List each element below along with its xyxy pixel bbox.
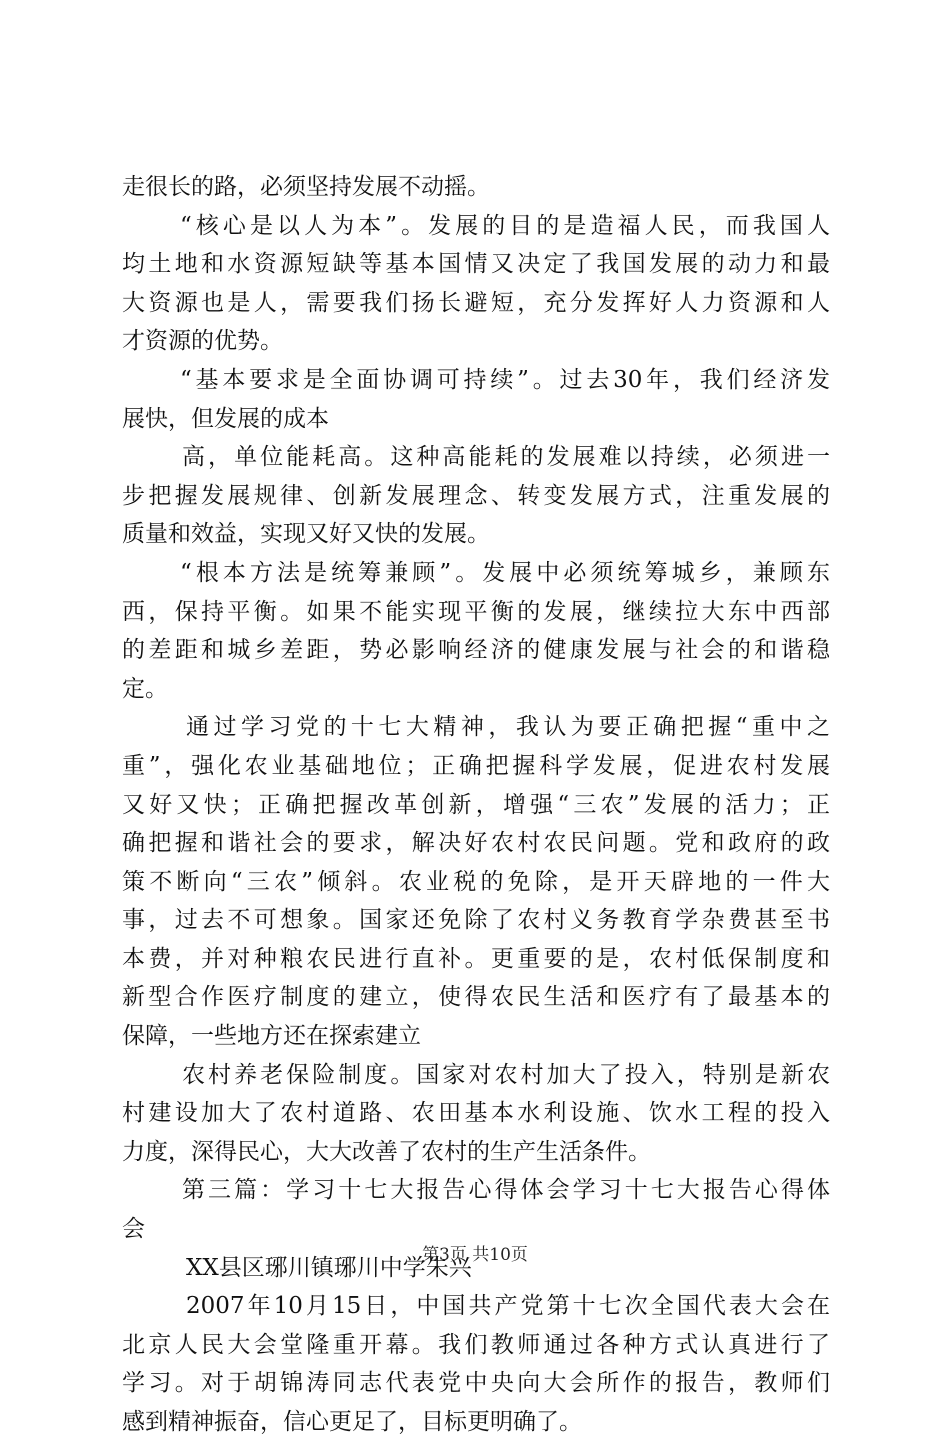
text-line: 通过学习党的十七大精神，我认为要正确把握“重中之 (186, 714, 830, 741)
text-line: 才资源的优势。 (122, 328, 283, 355)
text-line: 北京人民大会堂隆重开幕。我们教师通过各种方式认真进行了 (122, 1331, 830, 1358)
text-line: 大资源也是人，需要我们扬长避短，充分发挥好人力资源和人 (122, 289, 830, 316)
text-line: “基本要求是全面协调可持续”。过去30年，我们经济发 (180, 366, 830, 393)
text-line: 均土地和水资源短缺等基本国情又决定了我国发展的动力和最 (122, 251, 830, 278)
text-line: 西，保持平衡。如果不能实现平衡的发展，继续拉大东中西部 (122, 598, 830, 625)
text-line: 步把握发展规律、创新发展理念、转变发展方式，注重发展的 (122, 482, 830, 509)
text-line: 展快，但发展的成本 (122, 405, 329, 432)
text-line: 学习。对于胡锦涛同志代表党中央向大会所作的报告，教师们 (122, 1370, 830, 1397)
text-line: 的差距和城乡差距，势必影响经济的健康发展与社会的和谐稳 (122, 637, 830, 664)
text-line: 保障，一些地方还在探索建立 (122, 1023, 421, 1050)
text-line: 感到精神振奋，信心更足了，目标更明确了。 (122, 1409, 582, 1435)
text-line: “核心是以人为本”。发展的目的是造福人民，而我国人 (180, 212, 830, 239)
text-line: 高，单位能耗高。这种高能耗的发展难以持续，必须进一 (182, 444, 830, 471)
text-line: 质量和效益，实现又好又快的发展。 (122, 521, 490, 548)
section-heading: 会 (122, 1216, 145, 1243)
page-number-footer: 第3页 共10页 (422, 1245, 528, 1265)
author-line: XX县区琊川镇琊川中学朱兴 (186, 1254, 472, 1281)
text-line: 2007年10月15日，中国共产党第十七次全国代表大会在 (186, 1293, 830, 1320)
text-line: 定。 (122, 675, 168, 702)
text-line: 本费，并对种粮农民进行直补。更重要的是，农村低保制度和 (122, 945, 830, 972)
text-line: 事，过去不可想象。国家还免除了农村义务教育学杂费甚至书 (122, 907, 830, 934)
section-heading: 第三篇：学习十七大报告心得体会学习十七大报告心得体 (182, 1177, 830, 1204)
text-line: “根本方法是统筹兼顾”。发展中必须统筹城乡，兼顾东 (180, 559, 830, 586)
text-line: 农村养老保险制度。国家对农村加大了投入，特别是新农 (182, 1061, 830, 1088)
text-line: 重”，强化农业基础地位；正确把握科学发展，促进农村发展 (122, 752, 830, 779)
text-line: 策不断向“三农”倾斜。农业税的免除，是开天辟地的一件大 (122, 868, 830, 895)
text-line: 村建设加大了农村道路、农田基本水利设施、饮水工程的投入 (122, 1100, 830, 1127)
text-line: 新型合作医疗制度的建立，使得农民生活和医疗有了最基本的 (122, 984, 830, 1011)
text-line: 走很长的路，必须坚持发展不动摇。 (122, 174, 490, 200)
text-line: 力度，深得民心，大大改善了农村的生产生活条件。 (122, 1138, 651, 1165)
text-line: 确把握和谐社会的要求，解决好农村农民问题。党和政府的政 (122, 830, 830, 857)
text-line: 又好又快；正确把握改革创新，增强“三农”发展的活力；正 (122, 791, 830, 818)
